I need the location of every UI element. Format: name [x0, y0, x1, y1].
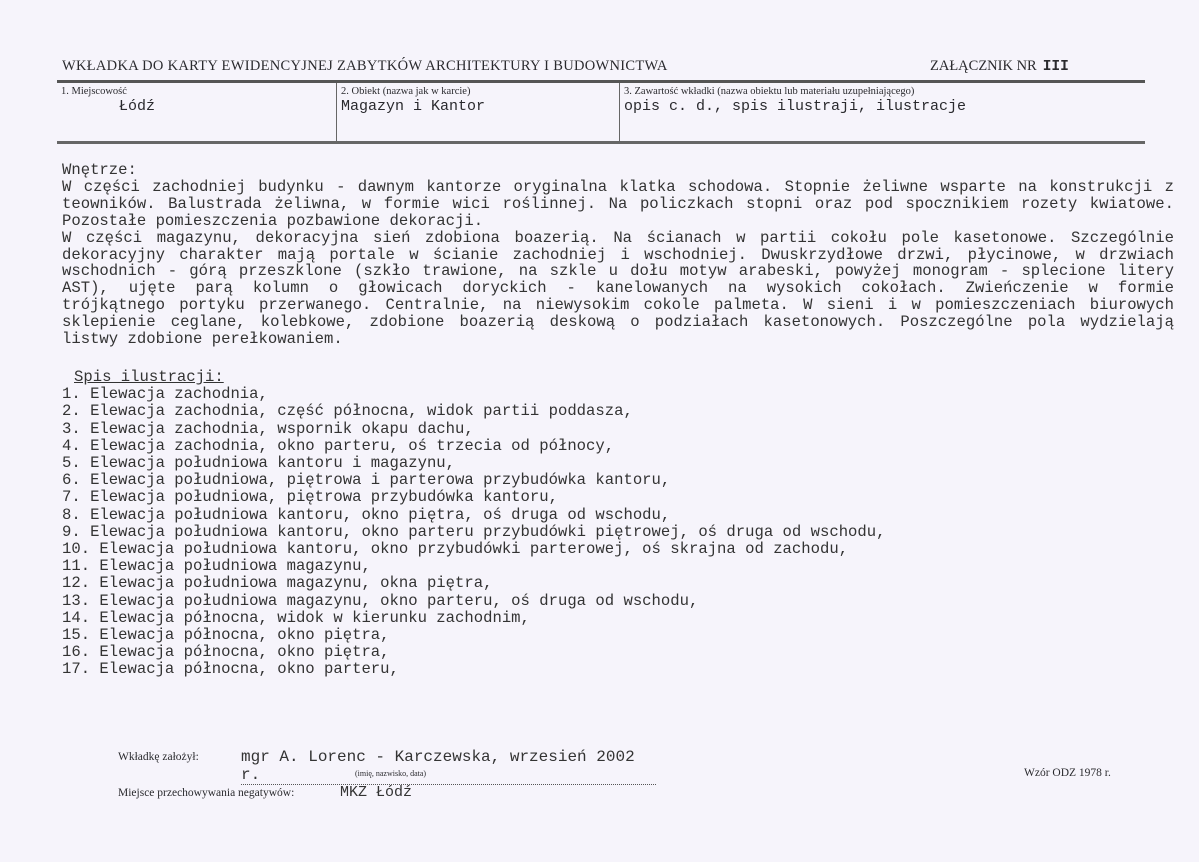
description-line: dekoracyjny charakter mają portale w ścianie zachodniej i wschodniej. Dwuskrzydłowe drzwi, płycinowe, w drzwiach: [62, 245, 1174, 264]
description-line: teowników. Balustrada żeliwna, w formie wici roślinnej. Na policzkach stopni oraz pod spocznikiem rozety kwiatowe.: [62, 194, 1174, 213]
cell-label: 2. Obiekt (nazwa jak w karcie): [341, 86, 471, 97]
description-line: trójkątnego portyku przerwanego. Centralnie, na niewysokim cokole palmeta. W sieni i w pomieszczeniach biurowych: [62, 296, 1174, 315]
list-item: 10. Elewacja południowa kantoru, okno przybudówki parterowej, oś skrajna od zachodu,: [62, 540, 849, 559]
object-cell: [337, 83, 620, 141]
cell-value: Łódź: [119, 98, 156, 115]
description-line: W części magazynu, dekoracyjna sień zdobiona boazerią. Na ścianach w partii cokołu pole kasetonowe. Szczególnie: [62, 228, 1174, 247]
author-value: mgr A. Lorenc - Karczewska, wrzesień 2002 r.: [241, 748, 656, 785]
cell-value: Magazyn i Kantor: [341, 98, 486, 115]
list-item: 4. Elewacja zachodnia, okno parteru, oś trzecia od północy,: [62, 436, 615, 455]
list-item: 8. Elewacja południowa kantoru, okno piętra, oś druga od wschodu,: [62, 505, 671, 524]
list-item: 12. Elewacja południowa magazynu, okna piętra,: [62, 574, 493, 593]
cell-label: 1. Miejscowość: [61, 86, 127, 97]
description-line: Pozostałe pomieszczenia pozbawione dekoracji.: [62, 211, 484, 230]
list-item: 7. Elewacja południowa, piętrowa przybudówka kantoru,: [62, 488, 558, 507]
description: [62, 162, 1174, 348]
description-line: W części zachodniej budynku - dawnym kantorze oryginalna klatka schodowa. Stopnie żeliwne wsparte na konstrukcji z: [62, 177, 1174, 196]
template-label: Wzór ODZ 1978 r.: [1024, 767, 1111, 779]
list-item: 11. Elewacja południowa magazynu,: [62, 557, 371, 576]
annex-label: ZAŁĄCZNIK NR: [930, 58, 1037, 74]
illustrations-items: [62, 386, 885, 678]
list-item: 13. Elewacja południowa magazynu, okno parteru, oś druga od wschodu,: [62, 591, 699, 610]
list-item: 2. Elewacja zachodnia, część północna, widok partii poddasza,: [62, 402, 633, 421]
list-item: 6. Elewacja południowa, piętrowa i parterowa przybudówka kantoru,: [62, 471, 671, 490]
locality-cell: [57, 83, 337, 141]
negatives-label: Miejsce przechowywania negatywów:: [118, 787, 295, 799]
list-item: 5. Elewacja południowa kantoru i magazynu,: [62, 454, 456, 473]
cell-value: opis c. d., spis ilustraji, ilustracje: [624, 98, 967, 115]
list-item: 17. Elewacja północna, okno parteru,: [62, 660, 399, 679]
description-lines: [62, 179, 1174, 348]
author-label: Wkładkę założył:: [118, 751, 199, 763]
list-item: 9. Elewacja południowa kantoru, okno parteru przybudówki piętrowej, oś druga od wschodu,: [62, 522, 886, 541]
description-line: wschodnich - górą przeszklone (szkło trawione, na szkle u dołu motyw arabeski, powyżej monogram - splecione litery: [62, 262, 1174, 281]
description-line: AST), ujęte parą kolumn o głowicach doryckich - kanelowanych na wysokich cokołach. Zwieńczenie w formie: [62, 279, 1174, 298]
annex-value: III: [1042, 59, 1069, 75]
list-item: 15. Elewacja północna, okno piętra,: [62, 626, 390, 645]
list-item: 16. Elewacja północna, okno piętra,: [62, 643, 390, 662]
cell-label: 3. Zawartość wkładki (nazwa obiektu lub materiału uzupełniającego): [624, 86, 915, 97]
illustrations-list: [62, 369, 885, 679]
info-table: [57, 80, 1145, 144]
author-hint: (imię, nazwisko, data): [355, 769, 427, 778]
negatives-value: MKZ Łódź: [340, 784, 413, 801]
list-item: 14. Elewacja północna, widok w kierunku zachodnim,: [62, 608, 530, 627]
list-item: 1. Elewacja zachodnia,: [62, 385, 268, 404]
description-heading: Wnętrze:: [62, 161, 137, 179]
description-line: sklepienie ceglane, kolebkowe, zdobione boazerią deskową o podziałach kasetonowych. Poszczególne pola wydzielają: [62, 313, 1174, 332]
description-line: listwy zdobione perełkowaniem.: [62, 330, 343, 349]
list-item: 3. Elewacja zachodnia, wspornik okapu dachu,: [62, 419, 474, 438]
document-title: WKŁADKA DO KARTY EWIDENCYJNEJ ZABYTKÓW ARCHITEKTURY I BUDOWNICTWA: [62, 58, 668, 74]
annex-number: [930, 58, 1069, 75]
illustrations-heading: Spis ilustracji:: [74, 368, 224, 386]
contents-cell: [620, 83, 1145, 141]
